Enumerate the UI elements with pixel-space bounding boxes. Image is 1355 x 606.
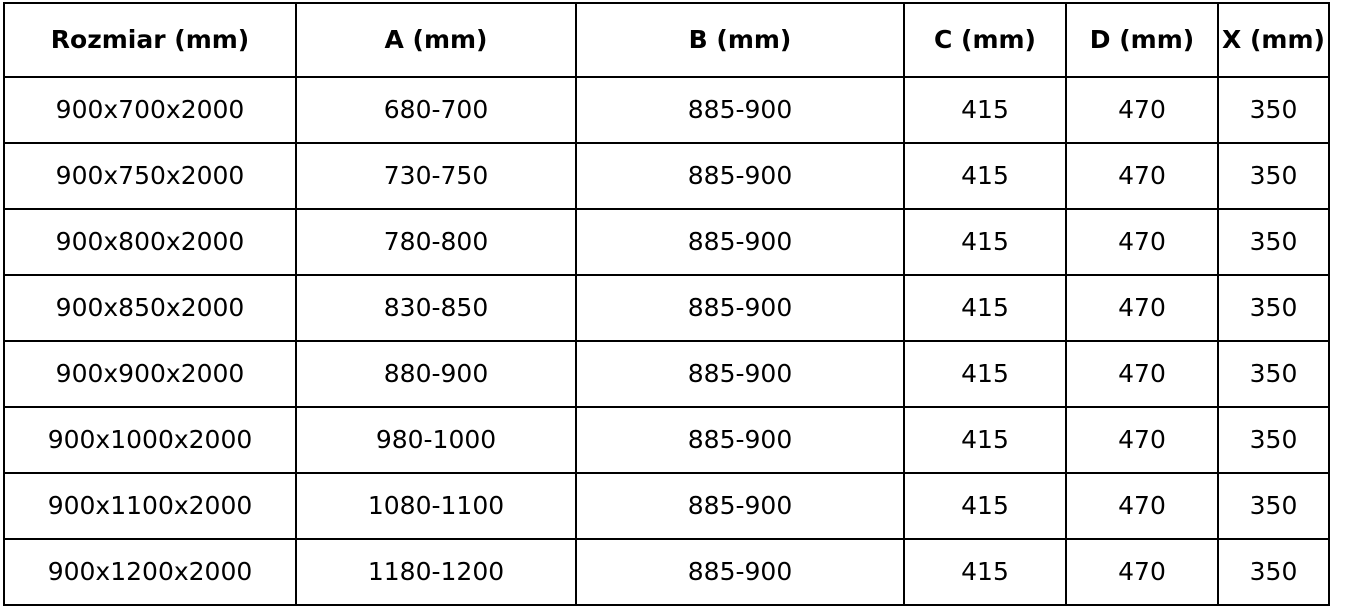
cell-d: 470 <box>1066 143 1218 209</box>
cell-a: 980-1000 <box>296 407 576 473</box>
cell-x: 350 <box>1218 407 1329 473</box>
cell-rozmiar: 900x1100x2000 <box>4 473 296 539</box>
cell-a: 780-800 <box>296 209 576 275</box>
column-header-a: A (mm) <box>296 3 576 77</box>
dimensions-table <box>3 2 1330 606</box>
cell-x: 350 <box>1218 143 1329 209</box>
cell-a: 1080-1100 <box>296 473 576 539</box>
cell-rozmiar: 900x900x2000 <box>4 341 296 407</box>
table-row <box>4 341 1329 407</box>
cell-a: 1180-1200 <box>296 539 576 605</box>
cell-d: 470 <box>1066 275 1218 341</box>
cell-d: 470 <box>1066 473 1218 539</box>
table-body <box>4 77 1329 605</box>
column-header-d: D (mm) <box>1066 3 1218 77</box>
cell-x: 350 <box>1218 473 1329 539</box>
cell-x: 350 <box>1218 275 1329 341</box>
cell-c: 415 <box>904 275 1066 341</box>
cell-c: 415 <box>904 77 1066 143</box>
cell-rozmiar: 900x1000x2000 <box>4 407 296 473</box>
cell-rozmiar: 900x700x2000 <box>4 77 296 143</box>
specification-sheet <box>0 2 1355 595</box>
cell-c: 415 <box>904 143 1066 209</box>
cell-b: 885-900 <box>576 407 904 473</box>
table-row <box>4 77 1329 143</box>
cell-rozmiar: 900x1200x2000 <box>4 539 296 605</box>
cell-b: 885-900 <box>576 209 904 275</box>
cell-b: 885-900 <box>576 143 904 209</box>
cell-c: 415 <box>904 341 1066 407</box>
cell-rozmiar: 900x800x2000 <box>4 209 296 275</box>
table-row <box>4 143 1329 209</box>
cell-a: 880-900 <box>296 341 576 407</box>
cell-x: 350 <box>1218 341 1329 407</box>
cell-b: 885-900 <box>576 77 904 143</box>
table-row <box>4 407 1329 473</box>
cell-a: 680-700 <box>296 77 576 143</box>
cell-b: 885-900 <box>576 473 904 539</box>
cell-d: 470 <box>1066 341 1218 407</box>
cell-d: 470 <box>1066 77 1218 143</box>
cell-d: 470 <box>1066 407 1218 473</box>
cell-d: 470 <box>1066 209 1218 275</box>
cell-rozmiar: 900x850x2000 <box>4 275 296 341</box>
table-row <box>4 473 1329 539</box>
column-header-c: C (mm) <box>904 3 1066 77</box>
table-row <box>4 275 1329 341</box>
cell-c: 415 <box>904 473 1066 539</box>
cell-rozmiar: 900x750x2000 <box>4 143 296 209</box>
cell-a: 830-850 <box>296 275 576 341</box>
cell-c: 415 <box>904 539 1066 605</box>
cell-b: 885-900 <box>576 341 904 407</box>
cell-b: 885-900 <box>576 539 904 605</box>
cell-d: 470 <box>1066 539 1218 605</box>
cell-c: 415 <box>904 407 1066 473</box>
table-row <box>4 539 1329 605</box>
table-header <box>4 3 1329 77</box>
column-header-rozmiar: Rozmiar (mm) <box>4 3 296 77</box>
column-header-x: X (mm) <box>1218 3 1329 77</box>
cell-b: 885-900 <box>576 275 904 341</box>
cell-a: 730-750 <box>296 143 576 209</box>
table-row <box>4 209 1329 275</box>
cell-x: 350 <box>1218 209 1329 275</box>
cell-c: 415 <box>904 209 1066 275</box>
cell-x: 350 <box>1218 539 1329 605</box>
column-header-b: B (mm) <box>576 3 904 77</box>
table-header-row <box>4 3 1329 77</box>
cell-x: 350 <box>1218 77 1329 143</box>
